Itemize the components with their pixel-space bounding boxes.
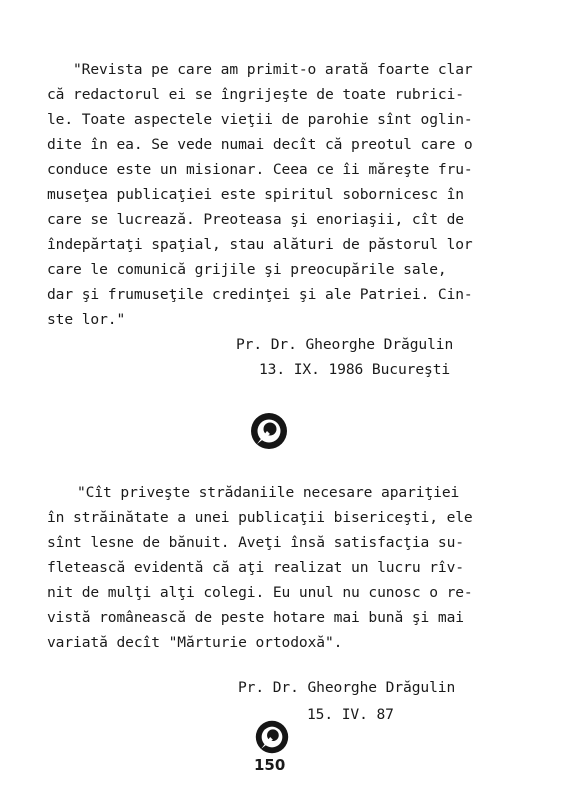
quote-line: "Cît priveşte strădaniile necesare apariţiei [77, 484, 460, 501]
quote-line: că redactorul ei se îngrijeşte de toate rubrici- [47, 86, 464, 103]
quote-line: ste lor." [47, 311, 126, 328]
circular-seal-icon [249, 411, 289, 451]
quote-line: conduce este un misionar. Ceea ce îi măreşte fru- [47, 161, 473, 178]
quote-line: fletească evidentă că aţi realizat un lucru rîv- [47, 559, 464, 576]
quote-line: îndepărtaţi spaţial, stau alături de păstorul lor [47, 236, 473, 253]
quote-line: care se lucrează. Preoteasa şi enoriaşii, cît de [47, 211, 464, 228]
quote-line: variată decît "Mărturie ortodoxă". [47, 634, 343, 651]
quote-line: dite în ea. Se vede numai decît că preotul care o [47, 136, 473, 153]
page-number: 150 [254, 756, 286, 774]
quote-line: le. Toate aspectele vieţii de parohie sînt oglin- [47, 111, 473, 128]
quote-author: Pr. Dr. Gheorghe Drăgulin [238, 679, 456, 696]
circular-seal-icon [254, 719, 290, 755]
quote-line: care le comunică grijile şi preocupările sale, [47, 261, 447, 278]
quote-line: nit de mulţi alţi colegi. Eu unul nu cunosc o re- [47, 584, 473, 601]
quote-date: 13. IX. 1986 Bucureşti [259, 361, 451, 378]
quote-line: în străinătate a unei publicaţii bisericeşti, ele [47, 509, 473, 526]
quote-line: vistă românească de peste hotare mai bună şi mai [47, 609, 464, 626]
quote-line: "Revista pe care am primit-o arată foarte clar [73, 61, 473, 78]
quote-author: Pr. Dr. Gheorghe Drăgulin [236, 336, 454, 353]
quote-date: 15. IV. 87 [307, 706, 394, 723]
quote-line: museţea publicaţiei este spiritul sobornicesc în [47, 186, 464, 203]
quote-line: sînt lesne de bănuit. Aveţi însă satisfacţia su- [47, 534, 464, 551]
quote-line: dar şi frumuseţile credinţei şi ale Patriei. Cin- [47, 286, 473, 303]
